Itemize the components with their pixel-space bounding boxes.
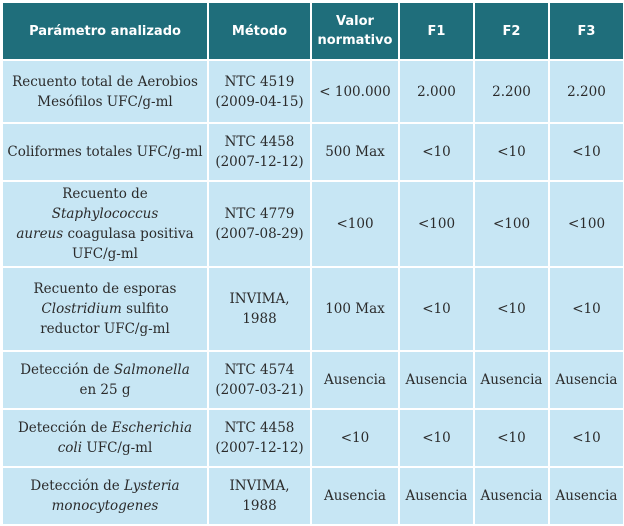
param-text: UFC/g-ml xyxy=(82,440,153,456)
param-text: Detección de xyxy=(30,478,125,494)
cell-f2: <10 xyxy=(474,409,549,467)
cell-metodo xyxy=(208,60,311,123)
header-f1: F1 xyxy=(399,2,474,60)
header-valor-line1: Valor xyxy=(336,14,374,29)
header-valor-normativo xyxy=(311,2,399,60)
cell-metodo xyxy=(208,181,311,267)
cell-parametro xyxy=(2,123,208,181)
cell-f1: Ausencia xyxy=(399,467,474,525)
cell-valor: <10 xyxy=(311,409,399,467)
param-text: Detección de xyxy=(17,420,112,436)
cell-valor: 500 Max xyxy=(311,123,399,181)
param-italic: coli xyxy=(57,440,83,456)
metodo-date: (2007-12-12) xyxy=(215,154,304,170)
cell-valor: 100 Max xyxy=(311,267,399,351)
param-text: Recuento total de Aerobios xyxy=(12,73,198,90)
cell-f2: Ausencia xyxy=(474,351,549,409)
param-italic: Lysteria xyxy=(124,478,180,494)
cell-f1: <10 xyxy=(399,123,474,181)
param-italic: Salmonella xyxy=(113,362,190,378)
param-line xyxy=(7,438,203,458)
param-text: reductor UFC/g-ml xyxy=(40,321,170,337)
table-header-row xyxy=(2,2,624,60)
cell-f3: <10 xyxy=(549,123,624,181)
table-row xyxy=(2,267,624,351)
cell-valor: < 100.000 xyxy=(311,60,399,123)
cell-f1: 2.000 xyxy=(399,60,474,123)
cell-parametro xyxy=(2,181,208,267)
metodo-text: NTC 4779 xyxy=(224,206,295,222)
cell-f3: Ausencia xyxy=(549,351,624,409)
header-valor-line2: normativo xyxy=(317,33,393,48)
param-text: Mesófilos UFC/g-ml xyxy=(37,93,173,110)
param-line xyxy=(7,476,203,496)
header-metodo: Método xyxy=(208,2,311,60)
cell-metodo xyxy=(208,123,311,181)
cell-parametro xyxy=(2,467,208,525)
cell-f3: <10 xyxy=(549,409,624,467)
cell-f2: <100 xyxy=(474,181,549,267)
param-text: en 25 g xyxy=(79,382,131,398)
table-row xyxy=(2,409,624,467)
metodo-date: (2007-08-29) xyxy=(215,226,304,242)
param-text: Coliformes totales UFC/g-ml xyxy=(7,144,203,160)
param-line xyxy=(7,360,203,380)
metodo-date: (2007-12-12) xyxy=(215,440,304,456)
cell-metodo xyxy=(208,409,311,467)
param-text: Detección de xyxy=(20,362,114,378)
param-italic: Clostridium xyxy=(41,301,122,317)
cell-valor: Ausencia xyxy=(311,467,399,525)
param-italic: monocytogenes xyxy=(51,498,159,514)
cell-f1: <10 xyxy=(399,409,474,467)
param-text: UFC/g-ml xyxy=(72,246,138,262)
cell-parametro xyxy=(2,409,208,467)
metodo-text: NTC 4458 xyxy=(224,420,295,436)
cell-f2: 2.200 xyxy=(474,60,549,123)
table-container xyxy=(1,1,623,522)
microbiological-results-table xyxy=(1,1,624,526)
metodo-text: NTC 4458 xyxy=(224,134,295,150)
param-italic: aureus xyxy=(16,226,64,242)
cell-f3: <10 xyxy=(549,267,624,351)
cell-f1: <100 xyxy=(399,181,474,267)
header-f2: F2 xyxy=(474,2,549,60)
metodo-text: NTC 4574 xyxy=(224,362,295,378)
metodo-text: NTC 4519 xyxy=(224,73,295,90)
table-row xyxy=(2,181,624,267)
table-row xyxy=(2,467,624,525)
param-text: coagulasa positiva xyxy=(63,226,194,242)
param-line xyxy=(7,184,203,224)
cell-f3: <100 xyxy=(549,181,624,267)
cell-valor: Ausencia xyxy=(311,351,399,409)
cell-parametro xyxy=(2,351,208,409)
param-line xyxy=(7,299,203,319)
cell-metodo xyxy=(208,351,311,409)
param-text: Recuento de xyxy=(62,186,148,202)
param-text: Recuento de esporas xyxy=(33,281,177,297)
header-f3: F3 xyxy=(549,2,624,60)
param-line xyxy=(7,496,203,516)
cell-metodo: INVIMA, 1988 xyxy=(208,467,311,525)
param-italic: Staphylococcus xyxy=(51,206,159,222)
metodo-date: (2007-03-21) xyxy=(215,382,304,398)
cell-f3: 2.200 xyxy=(549,60,624,123)
cell-f2: Ausencia xyxy=(474,467,549,525)
param-text: sulfito xyxy=(121,301,169,317)
param-line xyxy=(7,418,203,438)
cell-parametro xyxy=(2,267,208,351)
cell-f1: <10 xyxy=(399,267,474,351)
cell-f2: <10 xyxy=(474,123,549,181)
cell-valor: <100 xyxy=(311,181,399,267)
param-line xyxy=(7,224,203,244)
cell-metodo: INVIMA, 1988 xyxy=(208,267,311,351)
metodo-date: (2009-04-15) xyxy=(215,93,304,110)
cell-f1: Ausencia xyxy=(399,351,474,409)
cell-parametro xyxy=(2,60,208,123)
cell-f3: Ausencia xyxy=(549,467,624,525)
param-italic: Escherichia xyxy=(111,420,193,436)
table-row xyxy=(2,123,624,181)
header-parametro: Parámetro analizado xyxy=(2,2,208,60)
cell-f2: <10 xyxy=(474,267,549,351)
table-row xyxy=(2,351,624,409)
table-row xyxy=(2,60,624,123)
